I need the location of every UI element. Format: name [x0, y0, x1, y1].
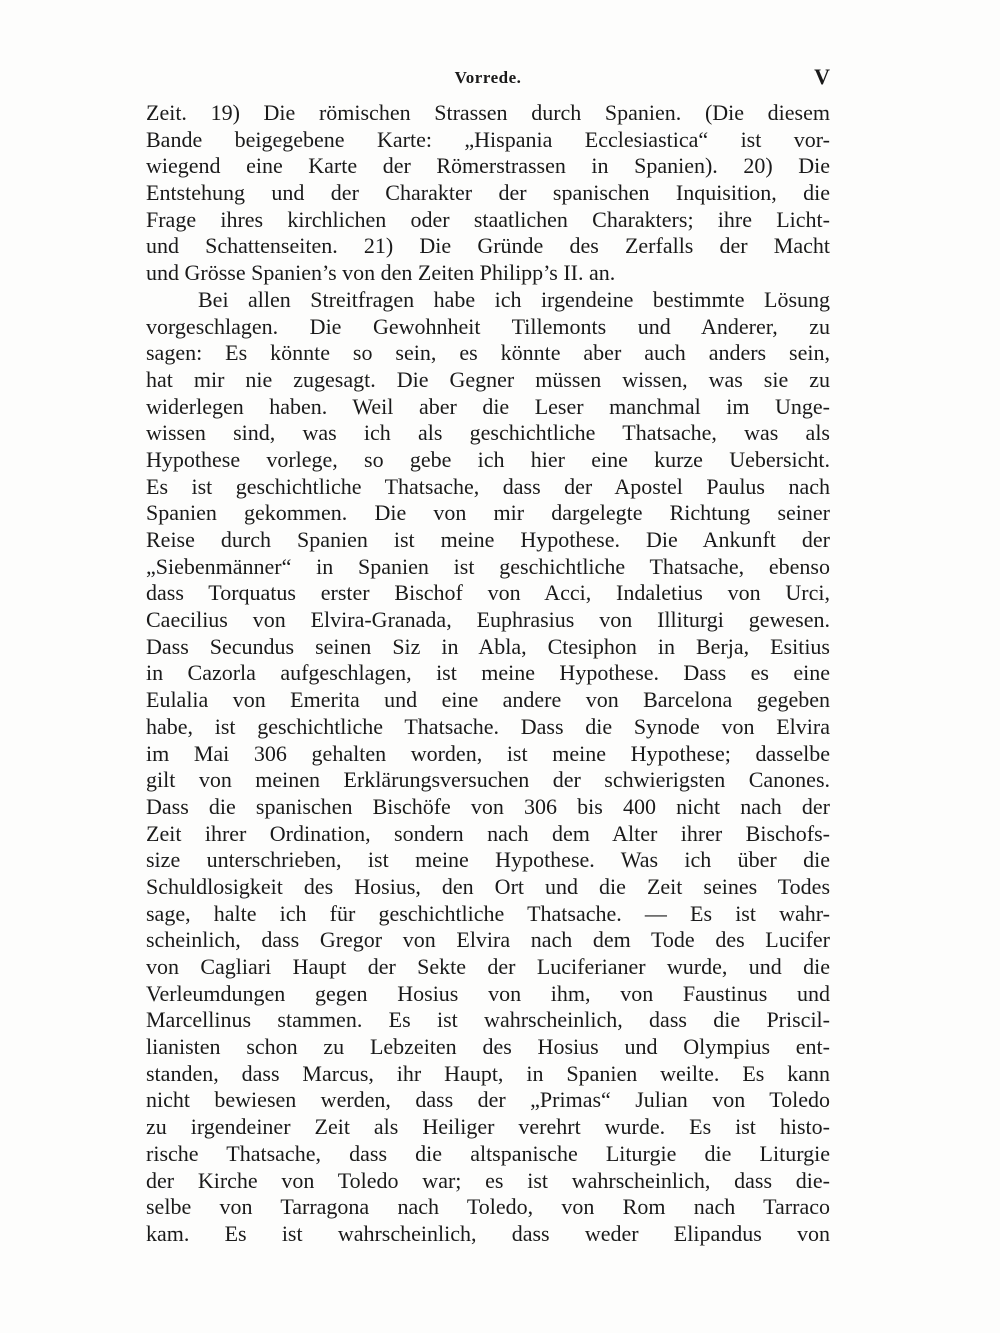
text-line: wiegend eine Karte der Römerstrassen in Spanien). 20) Die [146, 153, 830, 179]
text-line: von Cagliari Haupt der Sekte der Luciferianer wurde, und die [146, 954, 830, 979]
text-line: Dass die spanischen Bischöfe von 306 bis 400 nicht nach der [146, 793, 830, 819]
text-line: habe, ist geschichtliche Thatsache. Dass die Synode von Elvira [146, 713, 830, 739]
paragraph-start-line: Bei allen Streitfragen habe ich irgendeine bestimmte Lösung [198, 286, 830, 312]
text-line: wissen sind, was ich als geschichtliche Thatsache, was als [146, 420, 830, 446]
text-line: size unterschrieben, ist meine Hypothese. Was ich über die [146, 847, 830, 873]
text-line: und Schattenseiten. 21) Die Gründe des Zerfalls der Macht [146, 233, 830, 259]
text-line: Entstehung und der Charakter der spanischen Inquisition, die [146, 180, 830, 206]
text-line: Dass Secundus seinen Siz in Abla, Ctesiphon in Berja, Esitius [146, 633, 830, 659]
text-line: „Siebenmänner“ in Spanien ist geschichtliche Thatsache, ebenso [146, 553, 830, 579]
text-line: im Mai 306 gehalten worden, ist meine Hypothese; dasselbe [146, 740, 830, 766]
text-line: Eulalia von Emerita und eine andere von Barcelona gegeben [146, 687, 830, 713]
text-line: kam. Es ist wahrscheinlich, dass weder Elipandus von [146, 1220, 830, 1246]
text-line: und Grösse Spanien’s von den Zeiten Philipp’s II. an. [146, 260, 616, 286]
text-line: gilt von meinen Erklärungsversuchen der schwierigsten Canones. [146, 767, 830, 793]
body-text [146, 100, 830, 1248]
text-line: rische Thatsache, dass die altspanische Liturgie die Liturgie [146, 1140, 830, 1166]
text-line: Es ist geschichtliche Thatsache, dass der Apostel Paulus nach [146, 473, 830, 499]
text-line: Schuldlosigkeit des Hosius, den Ort und die Zeit seines Todes [146, 873, 830, 899]
text-line: nicht bewiesen werden, dass der „Primas“ Julian von Toledo [146, 1087, 830, 1113]
text-line: Spanien gekommen. Die von mir dargelegte Richtung seiner [146, 500, 830, 526]
text-line: in Cazorla aufgeschlagen, ist meine Hypothese. Dass es eine [146, 660, 830, 686]
text-line: der Kirche von Toledo war; es ist wahrscheinlich, dass die- [146, 1167, 830, 1193]
text-line: widerlegen haben. Weil aber die Leser manchmal im Unge- [146, 393, 830, 419]
text-line: sage, halte ich für geschichtliche Thatsache. — Es ist wahr- [146, 900, 830, 926]
text-line: lianisten schon zu Lebzeiten des Hosius und Olympius ent- [146, 1034, 830, 1060]
text-line: Zeit. 19) Die römischen Strassen durch Spanien. (Die diesem [146, 100, 830, 125]
text-line: scheinlich, dass Gregor von Elvira nach dem Tode des Lucifer [146, 927, 830, 953]
text-line: vorgeschlagen. Die Gewohnheit Tillemonts und Anderer, zu [146, 313, 830, 339]
text-line: Hypothese vorlege, so gebe ich hier eine kurze Uebersicht. [146, 446, 830, 472]
text-line: dass Torquatus erster Bischof von Acci, Indaletius von Urci, [146, 580, 830, 606]
text-line: hat mir nie zugesagt. Die Gegner müssen wissen, was sie zu [146, 366, 830, 392]
header-title: Vorrede. [454, 68, 522, 87]
text-line: sagen: Es könnte so sein, es könnte aber auch anders sein, [146, 340, 830, 366]
text-line: Frage ihres kirchlichen oder staatlichen Charakters; ihre Licht- [146, 206, 830, 232]
text-line: Bande beigegebene Karte: „Hispania Ecclesiastica“ ist vor- [146, 126, 830, 152]
page-number: V [814, 64, 830, 89]
text-line: Zeit ihrer Ordination, sondern nach dem Alter ihrer Bischofs- [146, 820, 830, 846]
text-line: Verleumdungen gegen Hosius von ihm, von Faustinus und [146, 980, 830, 1006]
text-line: selbe von Tarragona nach Toledo, von Rom nach Tarraco [146, 1194, 830, 1220]
text-line: Caecilius von Elvira-Granada, Euphrasius von Illiturgi gewesen. [146, 607, 830, 633]
text-line: standen, dass Marcus, ihr Haupt, in Spanien weilte. Es kann [146, 1060, 830, 1086]
text-line: Reise durch Spanien ist meine Hypothese. Die Ankunft der [146, 527, 830, 552]
text-line: Marcellinus stammen. Es ist wahrscheinlich, dass die Priscil- [146, 1007, 830, 1033]
running-head [146, 64, 830, 90]
text-line: zu irgendeiner Zeit als Heiliger verehrt wurde. Es ist histo- [146, 1114, 830, 1140]
